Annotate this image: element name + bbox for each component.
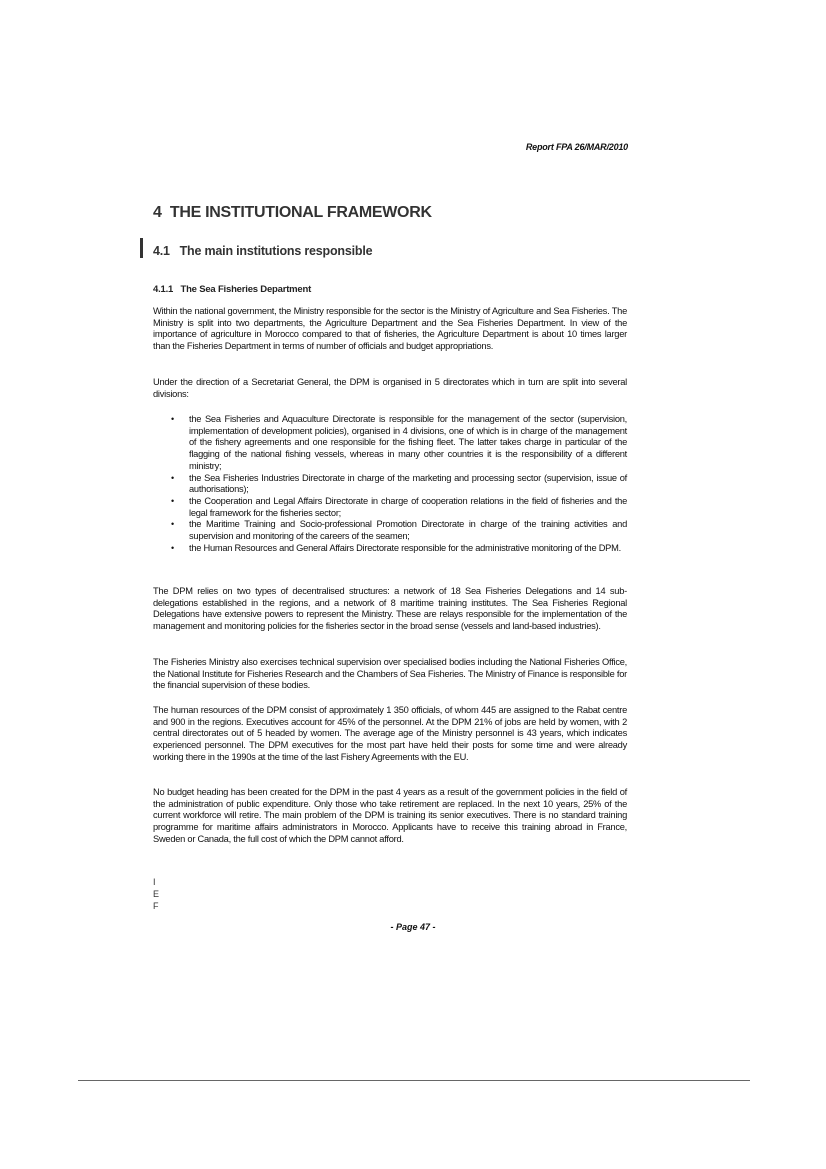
list-item-text: the Cooperation and Legal Affairs Directorate in charge of cooperation relations in the field of fisheries and the legal framework for the fisheries sector; bbox=[189, 495, 627, 518]
list-item-text: the Sea Fisheries and Aquaculture Directorate is responsible for the management of the sector (supervision, implementation of development policies), organised in 4 divisions, one of which is in charge of the management of the fishery agreements and one responsible for the fishing fleet. The latter takes charge in particular of the flagging of the national fishing vessels, whereas in many other countries it is the responsibility of a different ministry; bbox=[189, 414, 627, 471]
list-item bbox=[153, 414, 627, 473]
paragraph: The DPM relies on two types of decentralised structures: a network of 18 Sea Fisheries Delegations and 14 sub-delegations established in the regions, and a network of 8 maritime training institutes. The Sea Fisheries Regional Delegations have extensive powers to represent the Ministry. These are relays responsible for the implementation of the management and monitoring policies for the fisheries sector in the broad sense (vessels and land-based industries). bbox=[153, 586, 627, 632]
section-number: 4.1 bbox=[153, 244, 170, 258]
paragraph: The Fisheries Ministry also exercises technical supervision over specialised bodies including the National Fisheries Office, the National Institute for Fisheries Research and the Chambers of Sea Fisheries. The Ministry of Finance is responsible for the financial supervision of these bodies. bbox=[153, 657, 627, 691]
footer-divider bbox=[78, 1080, 750, 1081]
list-item bbox=[153, 543, 627, 555]
subsection-heading bbox=[153, 284, 311, 295]
stub-char: I bbox=[153, 877, 156, 887]
bullet-icon: • bbox=[171, 542, 174, 553]
revision-change-bar bbox=[140, 238, 143, 258]
paragraph: Under the direction of a Secretariat General, the DPM is organised in 5 directorates which in turn are split into several divisions: bbox=[153, 377, 627, 399]
bullet-icon: • bbox=[171, 495, 174, 506]
bullet-icon: • bbox=[171, 519, 174, 530]
list-item bbox=[153, 519, 627, 542]
paragraph: Within the national government, the Ministry responsible for the sector is the Ministry of Agriculture and Sea Fisheries. The Ministry is split into two departments, the Agriculture Department and the Sea Fisheries Department. In view of the importance of agriculture in Morocco compared to that of fisheries, the Agriculture Department is about 10 times larger than the Fisheries Department in terms of number of officials and budget appropriations. bbox=[153, 306, 627, 352]
running-header: Report FPA 26/MAR/2010 bbox=[525, 142, 628, 152]
bullet-icon: • bbox=[171, 414, 174, 424]
directorates-list bbox=[153, 414, 627, 554]
bullet-icon: • bbox=[171, 472, 174, 483]
chapter-number: 4 bbox=[153, 204, 162, 221]
paragraph: No budget heading has been created for the DPM in the past 4 years as a result of the government policies in the field of the administration of public expenditure. Only those who take retirement are replaced. In the next 10 years, 25% of the current workforce will retire. The main problem of the DPM is training its senior executives. There is no standard training programme for maritime affairs administrators in Morocco. Applicants have to receive this training abroad in France, Sweden or Canada, the full cost of which the DPM cannot afford. bbox=[153, 787, 627, 844]
page-number: - Page 47 - bbox=[390, 922, 436, 932]
stub-char: E bbox=[153, 889, 160, 899]
list-item-text: the Sea Fisheries Industries Directorate in charge of the marketing and processing sector (supervision, issue of authorisations); bbox=[189, 472, 627, 495]
section-title: The main institutions responsible bbox=[179, 244, 373, 258]
subsection-number: 4.1.1 bbox=[153, 284, 174, 295]
list-item-text: the Maritime Training and Socio-professional Promotion Directorate in charge of the training activities and supervision and monitoring of the careers of the seamen; bbox=[189, 519, 627, 542]
list-item bbox=[153, 496, 627, 519]
paragraph: The human resources of the DPM consist of approximately 1 350 officials, of whom 445 are assigned to the Rabat centre and 900 in the regions. Executives account for 45% of the personnel. At the DPM 21% of jobs are held by women, with 2 central directorates out of 5 headed by women. The average age of the Ministry personnel is 43 years, which indicates experienced personnel. The DPM executives for the most part have held their posts for some time and were already working there in the 1990s at the time of the last Fishery Agreements with the EU. bbox=[153, 705, 627, 762]
section-heading bbox=[153, 244, 372, 258]
list-item bbox=[153, 473, 627, 496]
truncated-text-fragment bbox=[153, 876, 159, 912]
stub-char: F bbox=[153, 901, 159, 911]
chapter-title: THE INSTITUTIONAL FRAMEWORK bbox=[169, 204, 432, 221]
list-item-text: the Human Resources and General Affairs Directorate responsible for the administrative monitoring of the DPM. bbox=[189, 542, 621, 553]
chapter-heading bbox=[153, 204, 432, 222]
subsection-title: The Sea Fisheries Department bbox=[180, 284, 312, 295]
